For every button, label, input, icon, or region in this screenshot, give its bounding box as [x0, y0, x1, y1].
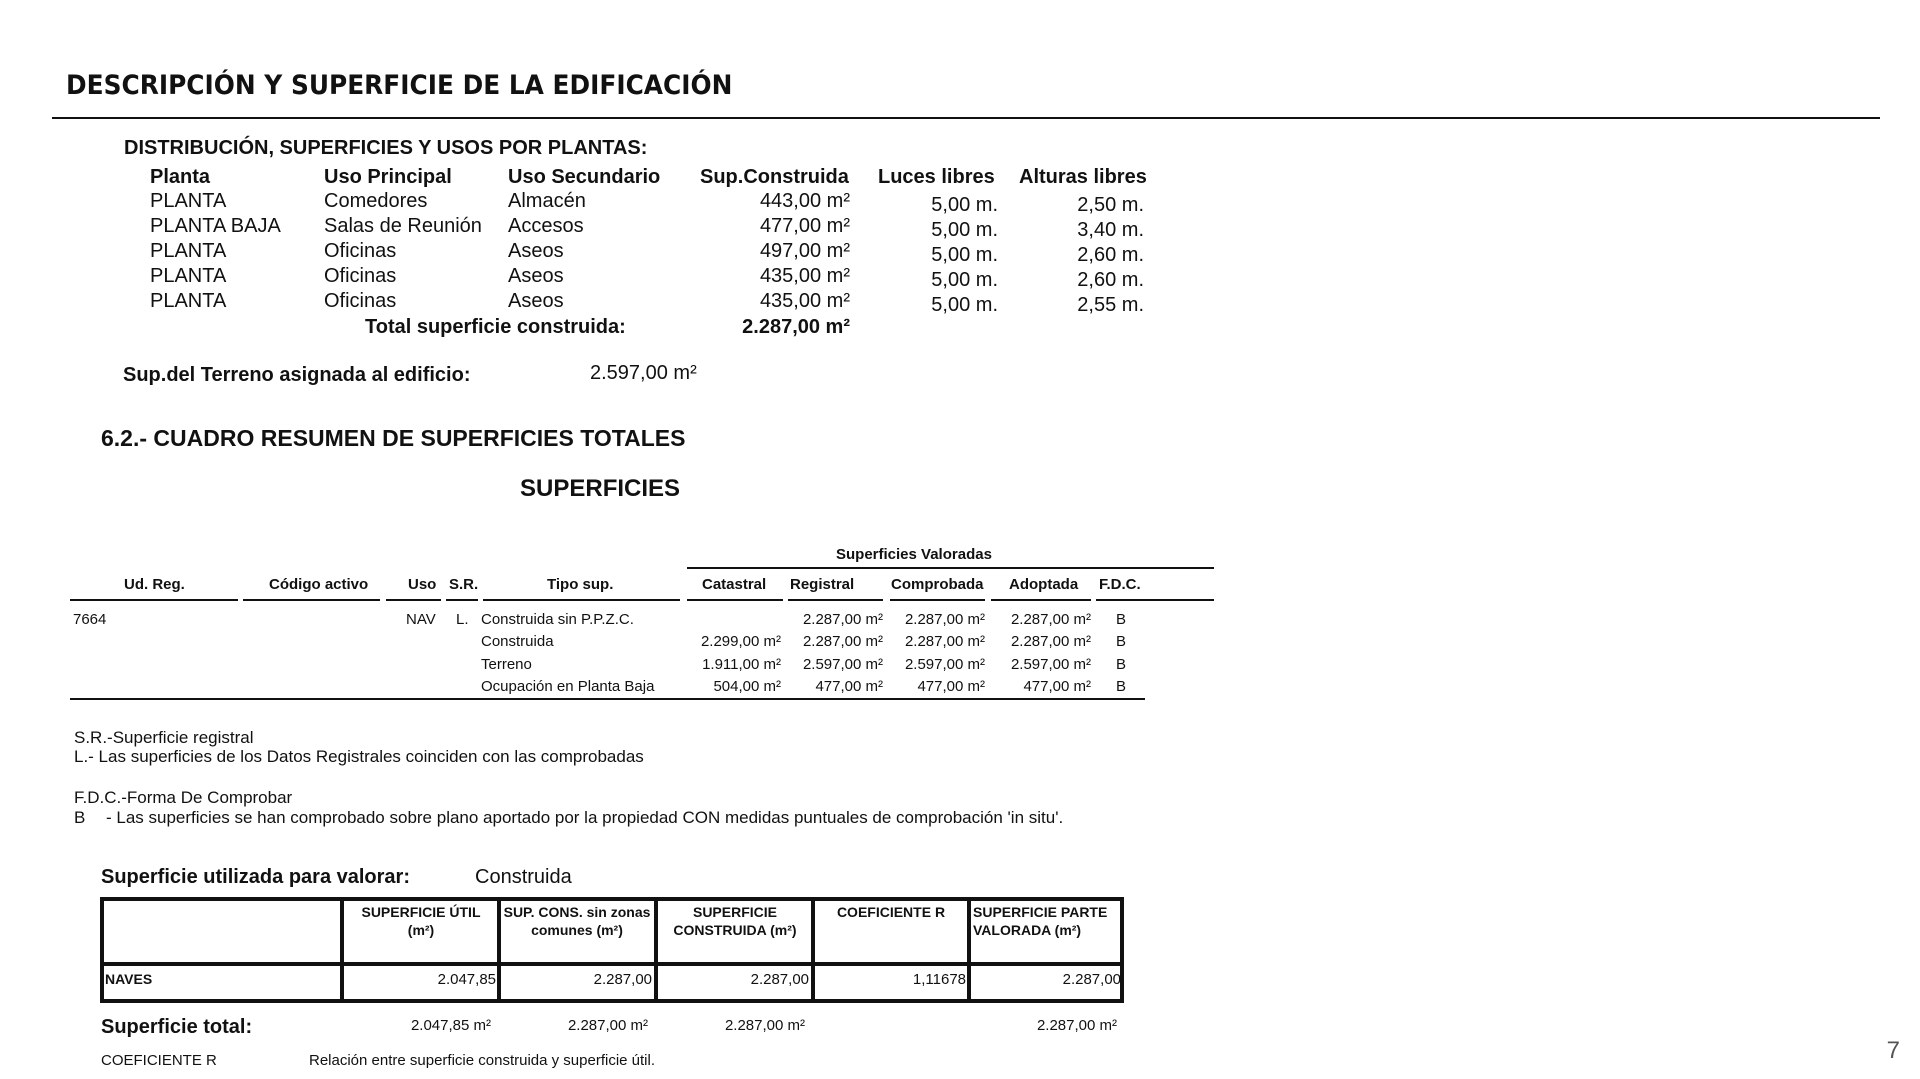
valuation-header-construida: SUPERFICIE CONSTRUIDA (m²): [673, 904, 797, 938]
total-construida: 2.287,00 m²: [724, 1017, 805, 1034]
cell-fdc: B: [1116, 633, 1127, 650]
cell-uso-secundario: Accesos: [508, 215, 584, 237]
cell-uso-secundario: Aseos: [508, 290, 564, 312]
header-rule: [687, 599, 783, 601]
cell-tipo-sup: Construida: [481, 633, 554, 650]
terreno-value: 2.597,00 m²: [590, 362, 697, 384]
cell-uso-secundario: Aseos: [508, 240, 564, 262]
header-rule: [386, 599, 441, 601]
cell-sup-construida: 435,00 m²: [759, 290, 850, 312]
cell-luces: 5,00 m.: [931, 269, 998, 291]
cell-catastral: 504,00 m²: [713, 678, 781, 695]
cell-uso-secundario: Aseos: [508, 265, 564, 287]
header-rule: [446, 599, 478, 601]
cell-planta: PLANTA: [150, 190, 227, 212]
cell-sup-construida: 477,00 m²: [759, 215, 850, 237]
header-planta: Planta: [150, 166, 211, 188]
note-fdc-b-text: - Las superficies se han comprobado sobre plano aportado por la propiedad CON medidas puntuales de comprobación 'in situ'.: [106, 808, 1064, 827]
distribution-table: [150, 166, 1150, 356]
header-codigo-activo: Código activo: [269, 576, 369, 593]
header-alturas-libres: Alturas libres: [1019, 166, 1147, 188]
cell-luces: 5,00 m.: [931, 244, 998, 266]
note-fdc-title: F.D.C.-Forma De Comprobar: [74, 788, 293, 807]
note-sr-title: S.R.-Superficie registral: [74, 728, 254, 747]
cell-fdc: B: [1116, 656, 1127, 673]
valuation-header-parte: SUPERFICIE PARTE VALORADA (m²): [973, 904, 1108, 938]
header-catastral: Catastral: [702, 576, 767, 593]
total-sup-cons: 2.287,00 m²: [567, 1017, 648, 1034]
valuation-value-parte: 2.287,00: [1062, 971, 1121, 988]
cell-luces: 5,00 m.: [931, 219, 998, 241]
note-sr-l: L.- Las superficies de los Datos Registrales coinciden con las comprobadas: [74, 747, 644, 766]
cell-sup-construida: 497,00 m²: [759, 240, 850, 262]
total-surface-label: Superficie total:: [101, 1016, 253, 1038]
header-comprobada: Comprobada: [891, 576, 984, 593]
page-title: DESCRIPCIÓN Y SUPERFICIE DE LA EDIFICACIÓN: [66, 70, 733, 101]
table-bottom-rule: [70, 698, 1145, 700]
cell-ud-reg: 7664: [73, 611, 107, 628]
cell-sup-construida: 443,00 m²: [759, 190, 850, 212]
cell-tipo-sup: Terreno: [481, 656, 532, 673]
cell-uso: NAV: [406, 611, 436, 628]
header-adoptada: Adoptada: [1009, 576, 1079, 593]
cell-registral: 477,00 m²: [815, 678, 883, 695]
total-value: 2.287,00 m²: [742, 316, 850, 338]
cell-uso-secundario: Almacén: [508, 190, 586, 212]
valuation-value-construida: 2.287,00: [750, 971, 809, 988]
note-fdc-b-code: B: [74, 808, 86, 827]
header-uso-principal: Uso Principal: [324, 166, 452, 188]
header-registral: Registral: [790, 576, 855, 593]
cell-alturas: 2,60 m.: [1077, 244, 1144, 266]
cell-sr: L.: [456, 611, 469, 628]
valuation-value-sup-cons: 2.287,00: [593, 971, 652, 988]
header-sr: S.R.: [449, 576, 479, 593]
header-tipo-sup: Tipo sup.: [547, 576, 614, 593]
total-parte: 2.287,00 m²: [1036, 1017, 1117, 1034]
valuation-header-coeficiente: COEFICIENTE R: [836, 904, 946, 920]
header-rule: [243, 599, 380, 601]
cell-comprobada: 2.287,00 m²: [904, 633, 985, 650]
cell-adoptada: 477,00 m²: [1023, 678, 1091, 695]
summary-section-title: 6.2.- CUADRO RESUMEN DE SUPERFICIES TOTALES: [101, 425, 686, 451]
valuation-value: Construida: [475, 866, 572, 888]
cell-planta: PLANTA: [150, 290, 227, 312]
page-number: 7: [1886, 1037, 1900, 1064]
valuation-label: Superficie utilizada para valorar:: [101, 866, 410, 888]
cell-uso-principal: Oficinas: [324, 240, 397, 262]
cell-fdc: B: [1116, 611, 1127, 628]
header-rule: [483, 599, 680, 601]
cell-alturas: 2,60 m.: [1077, 269, 1144, 291]
cell-fdc: B: [1116, 678, 1127, 695]
cell-tipo-sup: Ocupación en Planta Baja: [481, 678, 655, 695]
cell-uso-principal: Oficinas: [324, 290, 397, 312]
cell-luces: 5,00 m.: [931, 294, 998, 316]
summary-subtitle: SUPERFICIES: [520, 475, 681, 502]
title-divider: [52, 117, 1880, 119]
group-header: Superficies Valoradas: [836, 546, 992, 563]
cell-adoptada: 2.287,00 m²: [1010, 633, 1091, 650]
cell-registral: 2.287,00 m²: [802, 633, 883, 650]
header-rule: [788, 599, 883, 601]
cell-catastral: 2.299,00 m²: [700, 633, 781, 650]
cell-sup-construida: 435,00 m²: [759, 265, 850, 287]
cell-comprobada: 477,00 m²: [917, 678, 985, 695]
header-ud-reg: Ud. Reg.: [124, 576, 185, 593]
valuation-value-util: 2.047,85: [437, 971, 496, 988]
valuation-col-divider: [340, 897, 344, 1003]
header-rule: [890, 599, 985, 601]
cell-alturas: 3,40 m.: [1077, 219, 1144, 241]
cell-comprobada: 2.287,00 m²: [904, 611, 985, 628]
header-sup-construida: Sup.Construida: [700, 166, 849, 188]
cell-comprobada: 2.597,00 m²: [904, 656, 985, 673]
valuation-header-util: SUPERFICIE ÚTIL (m²): [361, 904, 481, 938]
cell-luces: 5,00 m.: [931, 194, 998, 216]
header-luces-libres: Luces libres: [878, 166, 995, 188]
cell-planta: PLANTA BAJA: [150, 215, 281, 237]
coef-label: COEFICIENTE R: [101, 1052, 217, 1069]
cell-catastral: 1.911,00 m²: [702, 656, 781, 673]
valuation-header-sup-cons: SUP. CONS. sin zonas comunes (m²): [503, 904, 651, 938]
cell-uso-principal: Oficinas: [324, 265, 397, 287]
header-rule: [991, 599, 1091, 601]
cell-uso-principal: Comedores: [324, 190, 428, 212]
cell-planta: PLANTA: [150, 240, 227, 262]
valuation-row-label: NAVES: [105, 971, 153, 987]
cell-adoptada: 2.597,00 m²: [1010, 656, 1091, 673]
summary-table: [70, 540, 1145, 700]
group-header-rule: [687, 567, 1214, 569]
cell-alturas: 2,55 m.: [1077, 294, 1144, 316]
header-rule: [70, 599, 238, 601]
valuation-value-coeficiente: 1,11678: [912, 971, 966, 988]
header-rule: [1096, 599, 1214, 601]
distribution-heading: DISTRIBUCIÓN, SUPERFICIES Y USOS POR PLANTAS:: [124, 137, 648, 159]
cell-planta: PLANTA: [150, 265, 227, 287]
cell-adoptada: 2.287,00 m²: [1010, 611, 1091, 628]
cell-uso-principal: Salas de Reunión: [324, 215, 482, 237]
cell-registral: 2.287,00 m²: [802, 611, 883, 628]
header-uso: Uso: [408, 576, 437, 593]
header-uso-secundario: Uso Secundario: [508, 166, 661, 188]
total-util: 2.047,85 m²: [410, 1017, 491, 1034]
cell-alturas: 2,50 m.: [1077, 194, 1144, 216]
cell-tipo-sup: Construida sin P.P.Z.C.: [481, 611, 634, 628]
coef-description: Relación entre superficie construida y superficie útil.: [309, 1052, 656, 1069]
cell-registral: 2.597,00 m²: [802, 656, 883, 673]
terreno-label: Sup.del Terreno asignada al edificio:: [123, 364, 471, 386]
total-label: Total superficie construida:: [365, 316, 626, 338]
header-fdc: F.D.C.: [1099, 576, 1141, 593]
